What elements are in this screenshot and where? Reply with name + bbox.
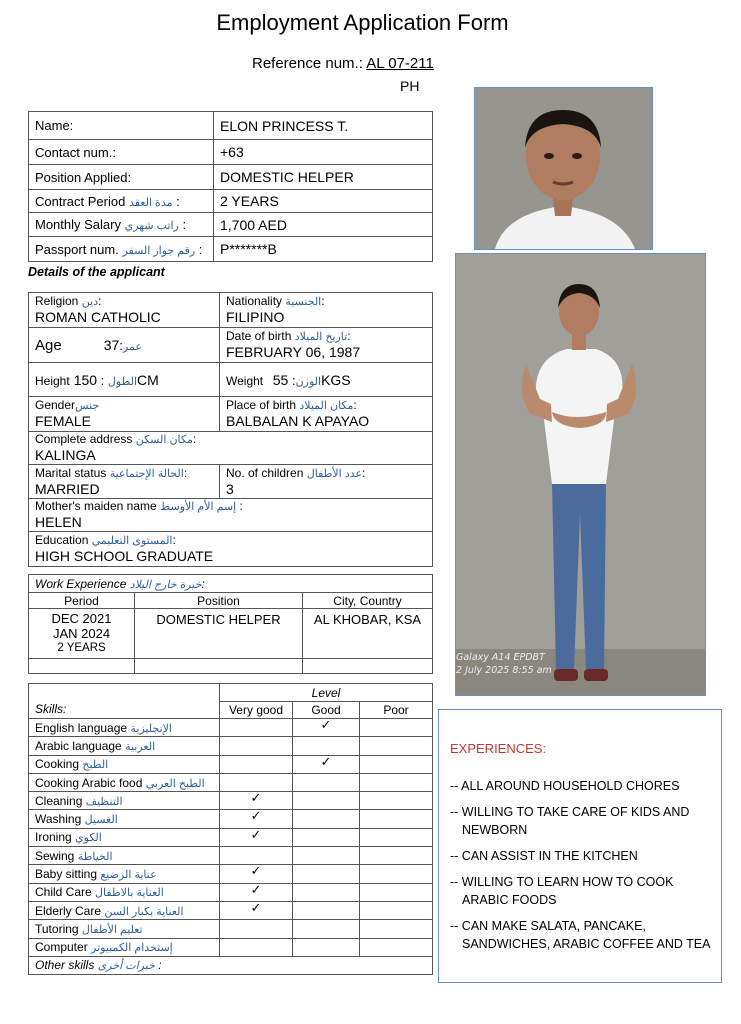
skill-level-cell xyxy=(220,938,293,956)
skill-name: Cleaning التنظيف xyxy=(29,792,220,810)
check-icon: ✓ xyxy=(220,828,293,846)
table-row xyxy=(29,773,433,791)
skill-level-cell xyxy=(293,865,360,883)
work-position: DOMESTIC HELPER xyxy=(135,609,303,659)
country-code: PH xyxy=(400,78,420,94)
list-item: -- WILLING TO LEARN HOW TO COOK ARABIC FOODS xyxy=(450,875,674,907)
skill-level-cell xyxy=(220,719,293,737)
weight-cell: Weight الوزن: 55KGS xyxy=(220,363,433,397)
table-row xyxy=(29,901,433,919)
check-icon: ✓ xyxy=(220,883,293,901)
list-item: -- CAN ASSIST IN THE KITCHEN xyxy=(450,849,638,863)
age-cell: Age عمر:37 xyxy=(29,328,220,363)
info-value: P*******B xyxy=(214,237,433,262)
experiences-box xyxy=(438,709,722,983)
skill-level-cell xyxy=(360,719,433,737)
table-row xyxy=(29,792,433,810)
height-value: 150CM xyxy=(73,371,159,388)
col-period: Period xyxy=(29,593,135,609)
skills-table xyxy=(28,683,433,975)
skill-level-cell xyxy=(360,773,433,791)
skill-name: Cooking الطبخ xyxy=(29,755,220,773)
table-row xyxy=(29,609,433,659)
skill-level-cell xyxy=(293,828,360,846)
address-cell: Complete address مكان السكن: KALINGA xyxy=(29,432,433,465)
weight-value: 55KGS xyxy=(272,371,351,388)
info-label: Passport num. رقم جواز السفر : xyxy=(29,237,214,262)
children-cell: No. of children عدد الأطفال: 3 xyxy=(220,465,433,499)
level-poor: Poor xyxy=(360,702,433,719)
skill-name: Elderly Care العناية بكبار السن xyxy=(29,901,220,919)
religion-cell: Religion دين: ROMAN CATHOLIC xyxy=(29,293,220,328)
table-row xyxy=(29,883,433,901)
nationality-value: FILIPINO xyxy=(226,309,285,325)
skill-level-cell xyxy=(293,773,360,791)
skill-name: Computer إستخدام الكمبيوتر xyxy=(29,938,220,956)
info-value: DOMESTIC HELPER xyxy=(214,165,433,190)
info-row xyxy=(29,165,433,190)
list-item: -- ALL AROUND HOUSEHOLD CHORES xyxy=(450,779,680,793)
info-label: Position Applied: xyxy=(29,165,214,190)
col-position: Position xyxy=(135,593,303,609)
nationality-cell: Nationality الجنسية: FILIPINO xyxy=(220,293,433,328)
check-icon: ✓ xyxy=(220,901,293,919)
skill-level-cell xyxy=(293,938,360,956)
page-title: Employment Application Form xyxy=(216,10,509,35)
work-experience-heading: Work Experience خبرة خارج البلاد: xyxy=(29,575,433,593)
skill-level-cell xyxy=(360,810,433,828)
level-very-good: Very good xyxy=(220,702,293,719)
level-good: Good xyxy=(293,702,360,719)
info-value: 2 YEARS xyxy=(214,190,433,213)
skill-level-cell xyxy=(360,883,433,901)
skill-name: Washing الغسيل xyxy=(29,810,220,828)
skills-corner: Skills: xyxy=(29,684,220,719)
check-icon: ✓ xyxy=(293,719,360,737)
skill-name: Arabic language العربية xyxy=(29,737,220,755)
work-city: AL KHOBAR, KSA xyxy=(303,609,433,659)
skill-level-cell xyxy=(293,737,360,755)
reference-line xyxy=(252,55,434,72)
skill-level-cell xyxy=(360,938,433,956)
mother-value: HELEN xyxy=(35,514,82,530)
skill-level-cell xyxy=(293,847,360,865)
info-row xyxy=(29,237,433,262)
photo-caption-date: 2 July 2025 8:55 am xyxy=(456,665,552,676)
gender-cell: Genderجنس FEMALE xyxy=(29,397,220,432)
full-body-photo xyxy=(455,253,706,696)
check-icon: ✓ xyxy=(220,810,293,828)
pob-value: BALBALAN K APAYAO xyxy=(226,413,370,429)
experiences-list xyxy=(450,777,712,961)
skill-level-cell xyxy=(293,810,360,828)
table-row xyxy=(29,828,433,846)
reference-number: AL 07-211 xyxy=(366,55,434,72)
skill-level-cell xyxy=(220,920,293,938)
table-row xyxy=(29,719,433,737)
info-row xyxy=(29,112,433,140)
skill-name: Sewing الخياطة xyxy=(29,847,220,865)
skill-level-cell xyxy=(293,920,360,938)
other-skills: Other skills خبرات أخرى : xyxy=(29,956,433,974)
skill-level-cell xyxy=(293,901,360,919)
address-value: KALINGA xyxy=(35,447,96,463)
info-label: Contact num.: xyxy=(29,140,214,165)
info-row xyxy=(29,213,433,237)
col-city: City, Country xyxy=(303,593,433,609)
table-row xyxy=(29,920,433,938)
skill-level-cell xyxy=(220,737,293,755)
skill-level-cell xyxy=(360,792,433,810)
height-cell: Height الطول : 150CM xyxy=(29,363,220,397)
skill-level-cell xyxy=(360,901,433,919)
info-row xyxy=(29,190,433,213)
details-heading: Details of the applicant xyxy=(28,265,165,279)
pob-cell: Place of birth مكان الميلاد: BALBALAN K APAYAO xyxy=(220,397,433,432)
skill-level-cell xyxy=(360,755,433,773)
table-row xyxy=(29,737,433,755)
list-item: -- CAN MAKE SALATA, PANCAKE, SANDWICHES, ARABIC COFFEE AND TEA xyxy=(450,919,711,951)
education-cell: Education المستوى التعليمي: HIGH SCHOOL GRADUATE xyxy=(29,532,433,567)
age-value: 37 xyxy=(103,336,120,353)
info-value: +63 xyxy=(214,140,433,165)
education-value: HIGH SCHOOL GRADUATE xyxy=(35,548,214,564)
skill-level-cell xyxy=(293,883,360,901)
children-value: 3 xyxy=(226,480,234,497)
skill-name: Child Care العناية بالاطفال xyxy=(29,883,220,901)
skill-level-cell xyxy=(360,865,433,883)
mother-cell: Mother's maiden name إسم الأم الأوسط : HELEN xyxy=(29,499,433,532)
info-label: Contract Period مدة العقد : xyxy=(29,190,214,213)
portrait-photo xyxy=(474,87,653,250)
skill-name: Tutoring تعليم الأطفال xyxy=(29,920,220,938)
skill-name: Cooking Arabic food الطبخ العربي xyxy=(29,773,220,791)
dob-value: FEBRUARY 06, 1987 xyxy=(226,344,361,360)
full-body-image xyxy=(456,254,705,695)
table-row xyxy=(29,938,433,956)
religion-value: ROMAN CATHOLIC xyxy=(35,309,161,325)
table-row xyxy=(29,865,433,883)
dob-cell: Date of birth تاريخ الميلاد: FEBRUARY 06, 1987 xyxy=(220,328,433,363)
applicant-details-table xyxy=(28,292,433,567)
skill-level-cell xyxy=(360,828,433,846)
skill-level-cell xyxy=(220,847,293,865)
skill-name: English language الإنجليزية xyxy=(29,719,220,737)
table-row xyxy=(29,810,433,828)
skill-name: Baby sitting عناية الرضيع xyxy=(29,865,220,883)
table-row xyxy=(29,847,433,865)
portrait-image xyxy=(475,88,652,249)
skill-level-cell xyxy=(360,847,433,865)
skill-level-cell xyxy=(220,773,293,791)
check-icon: ✓ xyxy=(220,792,293,810)
check-icon: ✓ xyxy=(220,865,293,883)
skill-level-cell xyxy=(293,792,360,810)
table-row xyxy=(29,755,433,773)
work-period: DEC 2021 JAN 2024 2 YEARS xyxy=(29,609,135,659)
gender-value: FEMALE xyxy=(35,413,92,429)
info-value: 1,700 AED xyxy=(214,213,433,237)
experiences-title: EXPERIENCES: xyxy=(450,741,547,756)
marital-cell: Marital status الحالة الإجتماعية: MARRIED xyxy=(29,465,220,499)
photo-caption-device: Galaxy A14 EPDBT xyxy=(456,652,545,663)
info-row xyxy=(29,140,433,165)
work-experience-table xyxy=(28,574,433,674)
skill-level-cell xyxy=(360,737,433,755)
info-value: ELON PRINCESS T. xyxy=(214,112,433,140)
level-heading: Level xyxy=(220,684,433,702)
basic-info-table xyxy=(28,111,433,262)
list-item: -- WILLING TO TAKE CARE OF KIDS AND NEWBORN xyxy=(450,805,690,837)
info-label: Name: xyxy=(29,112,214,140)
skill-level-cell xyxy=(220,755,293,773)
check-icon: ✓ xyxy=(293,755,360,773)
marital-value: MARRIED xyxy=(35,480,100,497)
info-label: Monthly Salary راتب شهري : xyxy=(29,213,214,237)
reference-label: Reference num.: xyxy=(252,55,363,72)
skill-level-cell xyxy=(360,920,433,938)
skill-name: Ironing الكوي xyxy=(29,828,220,846)
